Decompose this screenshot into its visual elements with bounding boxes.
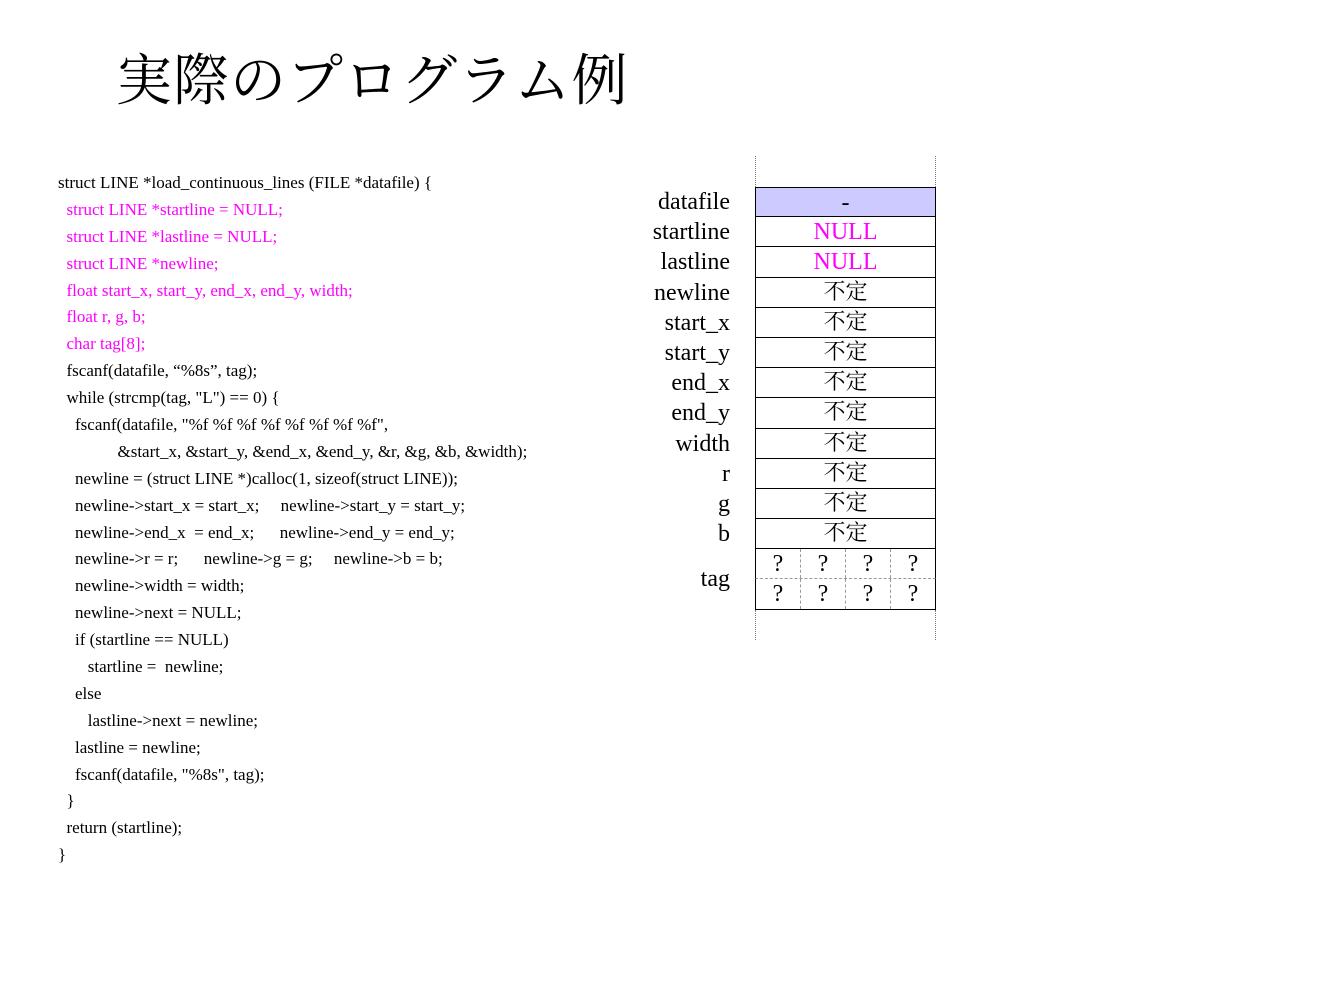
memory-cell: 不定	[755, 308, 936, 338]
code-line: float r, g, b;	[58, 307, 146, 327]
code-line: newline->width = width;	[58, 576, 245, 596]
code-listing	[58, 170, 527, 869]
variable-label: width	[675, 430, 730, 457]
code-line: fscanf(datafile, "%f %f %f %f %f %f %f %f",	[58, 415, 389, 435]
variable-label: newline	[654, 279, 730, 306]
tag-array-cell: ?	[846, 579, 891, 608]
code-line: while (strcmp(tag, "L") == 0) {	[58, 388, 280, 408]
code-line: struct LINE *lastline = NULL;	[58, 226, 278, 246]
code-line: else	[58, 683, 102, 703]
memory-cell: 不定	[755, 489, 936, 519]
code-line: fscanf(datafile, “%8s”, tag);	[58, 361, 258, 381]
memory-bottom-dotted-right	[935, 610, 936, 640]
code-line: &start_x, &start_y, &end_x, &end_y, &r, &g, &b, &width);	[58, 441, 528, 461]
code-line: struct LINE *startline = NULL;	[58, 199, 283, 219]
code-line: }	[58, 791, 75, 811]
code-line: struct LINE *newline;	[58, 253, 219, 273]
slide-title: 実際のプログラム例	[116, 49, 629, 114]
memory-cell: 不定	[755, 459, 936, 489]
variable-labels	[620, 187, 730, 610]
tag-array-row	[755, 549, 936, 579]
variable-label: lastline	[660, 249, 730, 276]
memory-cell: -	[755, 187, 936, 217]
memory-cell: NULL	[755, 217, 936, 247]
tag-array-cell: ?	[801, 549, 846, 578]
tag-array-row	[755, 579, 936, 609]
memory-top-dotted-right	[935, 156, 936, 187]
code-line: newline->r = r; newline->g = g; newline->b = b;	[58, 549, 443, 569]
memory-diagram	[755, 187, 936, 610]
code-line: struct LINE *load_continuous_lines (FILE *datafile) {	[58, 173, 433, 192]
memory-cell: NULL	[755, 247, 936, 277]
variable-label: start_y	[664, 339, 730, 366]
memory-cell: 不定	[755, 398, 936, 428]
code-line: if (startline == NULL)	[58, 630, 229, 650]
tag-array-cell: ?	[846, 549, 891, 578]
variable-label: end_x	[671, 370, 730, 397]
code-line: newline->end_x = end_x; newline->end_y = end_y;	[58, 522, 455, 542]
memory-cell: 不定	[755, 519, 936, 549]
variable-label-tag: tag	[700, 566, 730, 593]
variable-label: start_x	[664, 309, 730, 336]
code-line: newline->start_x = start_x; newline->start_y = start_y;	[58, 495, 466, 515]
variable-label: g	[718, 490, 730, 517]
memory-top-dotted-left	[755, 156, 756, 187]
tag-array-cell: ?	[756, 549, 801, 578]
memory-cell: 不定	[755, 429, 936, 459]
tag-array-cell: ?	[907, 581, 919, 608]
memory-cell: 不定	[755, 278, 936, 308]
tag-array-cell: ?	[756, 579, 801, 608]
tag-array-cell: ?	[907, 551, 919, 578]
tag-array-cell: ?	[801, 579, 846, 608]
code-line: char tag[8];	[58, 334, 146, 354]
variable-label: startline	[652, 219, 730, 246]
memory-cell: 不定	[755, 368, 936, 398]
code-line: newline->next = NULL;	[58, 603, 242, 623]
code-line: }	[58, 845, 67, 865]
memory-cell: 不定	[755, 338, 936, 368]
variable-label: b	[718, 521, 730, 548]
variable-label: datafile	[658, 189, 730, 215]
code-line: startline = newline;	[58, 657, 224, 677]
code-line: return (startline);	[58, 818, 183, 838]
code-line: fscanf(datafile, "%8s", tag);	[58, 764, 265, 784]
memory-bottom-dotted-left	[755, 610, 756, 640]
variable-label: r	[722, 460, 730, 487]
code-line: lastline->next = newline;	[58, 710, 258, 730]
code-line: lastline = newline;	[58, 737, 201, 757]
code-line: newline = (struct LINE *)calloc(1, sizeof(struct LINE));	[58, 468, 458, 488]
code-line: float start_x, start_y, end_x, end_y, width;	[58, 280, 353, 300]
variable-label: end_y	[671, 400, 730, 427]
